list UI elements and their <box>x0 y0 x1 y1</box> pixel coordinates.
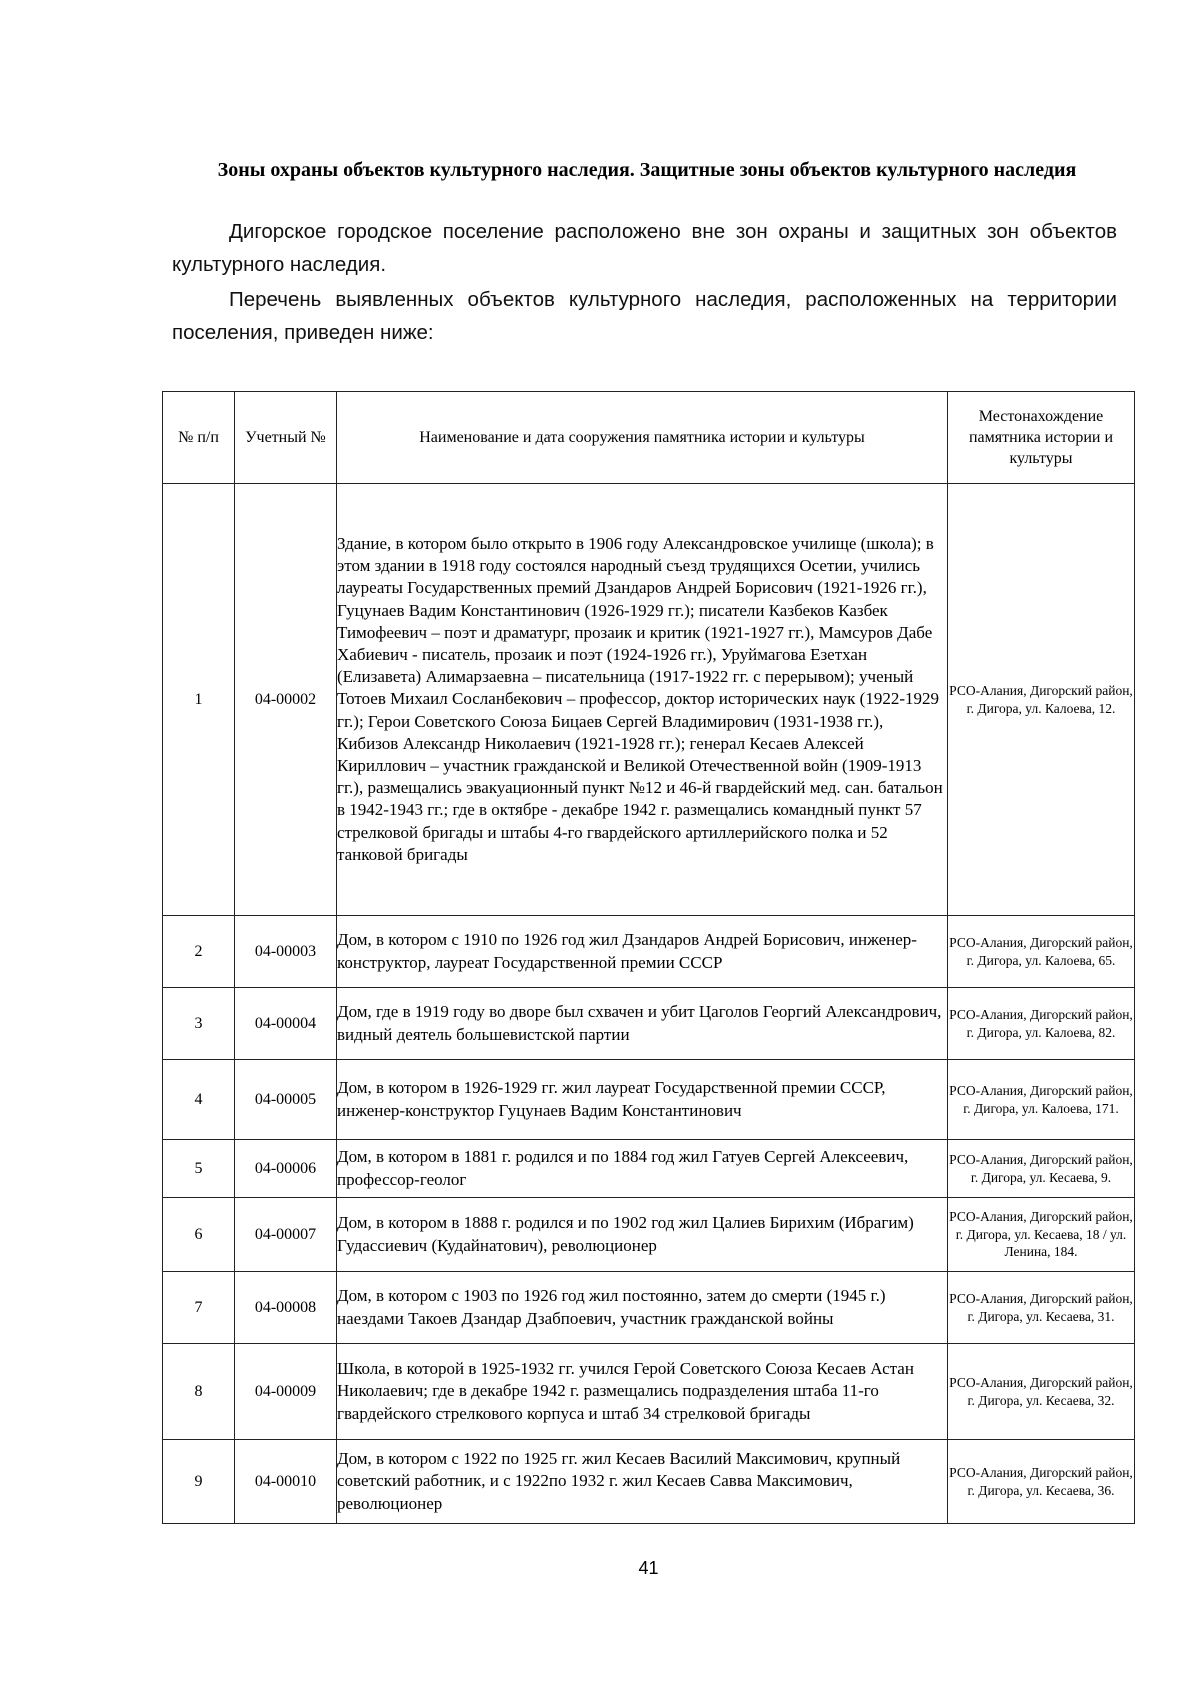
row-description: Дом, в котором в 1881 г. родился и по 1884 год жил Гатуев Сергей Алексеевич, профессор-геолог <box>337 1140 948 1198</box>
row-description: Дом, где в 1919 году во дворе был схвачен и убит Цаголов Георгий Александрович, видный деятель большевистской партии <box>337 988 948 1060</box>
row-num: 5 <box>163 1140 235 1198</box>
row-description: Дом, в котором в 1888 г. родился и по 1902 год жил Цалиев Бирихим (Ибрагим) Гудассиевич (Кудайнатович), революционер <box>337 1198 948 1272</box>
row-reg: 04-00010 <box>235 1440 337 1524</box>
row-num: 2 <box>163 916 235 988</box>
page-number: 41 <box>638 1558 659 1578</box>
row-description: Дом, в котором с 1910 по 1926 год жил Дзандаров Андрей Борисович, инженер-конструктор, лауреат Государственной премии СССР <box>337 916 948 988</box>
row-num: 3 <box>163 988 235 1060</box>
row-location: РСО-Алания, Дигорский район, г. Дигора, ул. Кесаева, 36. <box>948 1440 1135 1524</box>
row-location: РСО-Алания, Дигорский район, г. Дигора, ул. Кесаева, 9. <box>948 1140 1135 1198</box>
row-description: Дом, в котором в 1926-1929 гг. жил лауреат Государственной премии СССР, инженер-конструктор Гуцунаев Вадим Константинович <box>337 1060 948 1140</box>
row-reg: 04-00004 <box>235 988 337 1060</box>
row-reg: 04-00003 <box>235 916 337 988</box>
row-location: РСО-Алания, Дигорский район, г. Дигора, ул. Калоева, 12. <box>948 484 1135 916</box>
table-row <box>163 1140 1135 1198</box>
table-row <box>163 484 1135 916</box>
row-description: Школа, в которой в 1925-1932 гг. учился Герой Советского Союза Кесаев Астан Николаевич; где в декабре 1942 г. размещались подразделения штаба 11-го гвардейского стрелкового корпуса и штаб 34 стрелковой бригады <box>337 1344 948 1440</box>
header-reg: Учетный № <box>235 392 337 484</box>
row-description: Здание, в котором было открыто в 1906 году Александровское училище (школа); в этом здании в 1918 году состоялся народный съезд трудящихся Осетии, учились лауреаты Государственных премий Дзандаров Андрей Борисович (1921-1926 гг.), Гуцунаев Вадим Константинович (1926-1929 гг.); писатели Казбеков Казбек Тимофеевич – поэт и драматург, прозаик и критик (1921-1927 гг.), Мамсуров Дабе Хабиевич - писатель, прозаик и поэт (1924-1926 гг.), Уруймагова Езетхан (Елизавета) Алимарзаевна – писательница (1917-1922 гг. с перерывом); ученый Тотоев Михаил Сосланбекович – профессор, доктор исторических наук (1922-1929 гг.); Герои Советского Союза Бицаев Сергей Владимирович (1931-1938 гг.), Кибизов Александр Николаевич (1921-1928 гг.); генерал Кесаев Алексей Кириллович – участник гражданской и Великой Отечественной войн (1909-1913 гг.), размещались эвакуационный пункт №12 и 46-й гвардейский мед. сан. батальон в 1942-1943 гг.; где в октябре - декабре 1942 г. размещались командный пункт 57 стрелковой бригады и штабы 4-го гвардейского артиллерийского полка и 52 танковой бригады <box>337 484 948 916</box>
row-reg: 04-00009 <box>235 1344 337 1440</box>
intro-paragraph: Дигорское городское поселение расположено вне зон охраны и защитных зон объектов культурного наследия. <box>172 220 1117 276</box>
table-row <box>163 1198 1135 1272</box>
row-location: РСО-Алания, Дигорский район, г. Дигора, ул. Кесаева, 18 / ул. Ленина, 184. <box>948 1198 1135 1272</box>
row-reg: 04-00006 <box>235 1140 337 1198</box>
table-header-row <box>163 392 1135 484</box>
table-row <box>163 1440 1135 1524</box>
page-title: Зоны охраны объектов культурного наследия. Защитные зоны объектов культурного наследия <box>217 159 1077 181</box>
row-location: РСО-Алания, Дигорский район, г. Дигора, ул. Кесаева, 31. <box>948 1272 1135 1344</box>
row-num: 7 <box>163 1272 235 1344</box>
row-reg: 04-00005 <box>235 1060 337 1140</box>
header-name: Наименование и дата сооружения памятника истории и культуры <box>337 392 948 484</box>
header-location: Местонахождение памятника истории и культуры <box>948 392 1135 484</box>
row-num: 8 <box>163 1344 235 1440</box>
table-row <box>163 916 1135 988</box>
row-reg: 04-00002 <box>235 484 337 916</box>
list-intro-paragraph: Перечень выявленных объектов культурного наследия, расположенных на территории поселения, приведен ниже: <box>172 288 1117 344</box>
row-num: 6 <box>163 1198 235 1272</box>
header-num: № п/п <box>163 392 235 484</box>
row-location: РСО-Алания, Дигорский район, г. Дигора, ул. Кесаева, 32. <box>948 1344 1135 1440</box>
table-row <box>163 988 1135 1060</box>
row-description: Дом, в котором с 1922 по 1925 гг. жил Кесаев Василий Максимович, крупный советский работник, и с 1922по 1932 г. жил Кесаев Савва Максимович, революционер <box>337 1440 948 1524</box>
table-row <box>163 1060 1135 1140</box>
heritage-table <box>162 391 1135 1524</box>
row-reg: 04-00007 <box>235 1198 337 1272</box>
row-num: 9 <box>163 1440 235 1524</box>
table-row <box>163 1272 1135 1344</box>
row-num: 1 <box>163 484 235 916</box>
row-description: Дом, в котором с 1903 по 1926 год жил постоянно, затем до смерти (1945 г.) наездами Такоев Дзандар Дзабпоевич, участник гражданской войны <box>337 1272 948 1344</box>
row-location: РСО-Алания, Дигорский район, г. Дигора, ул. Калоева, 82. <box>948 988 1135 1060</box>
row-location: РСО-Алания, Дигорский район, г. Дигора, ул. Калоева, 65. <box>948 916 1135 988</box>
row-location: РСО-Алания, Дигорский район, г. Дигора, ул. Калоева, 171. <box>948 1060 1135 1140</box>
row-num: 4 <box>163 1060 235 1140</box>
table-row <box>163 1344 1135 1440</box>
row-reg: 04-00008 <box>235 1272 337 1344</box>
